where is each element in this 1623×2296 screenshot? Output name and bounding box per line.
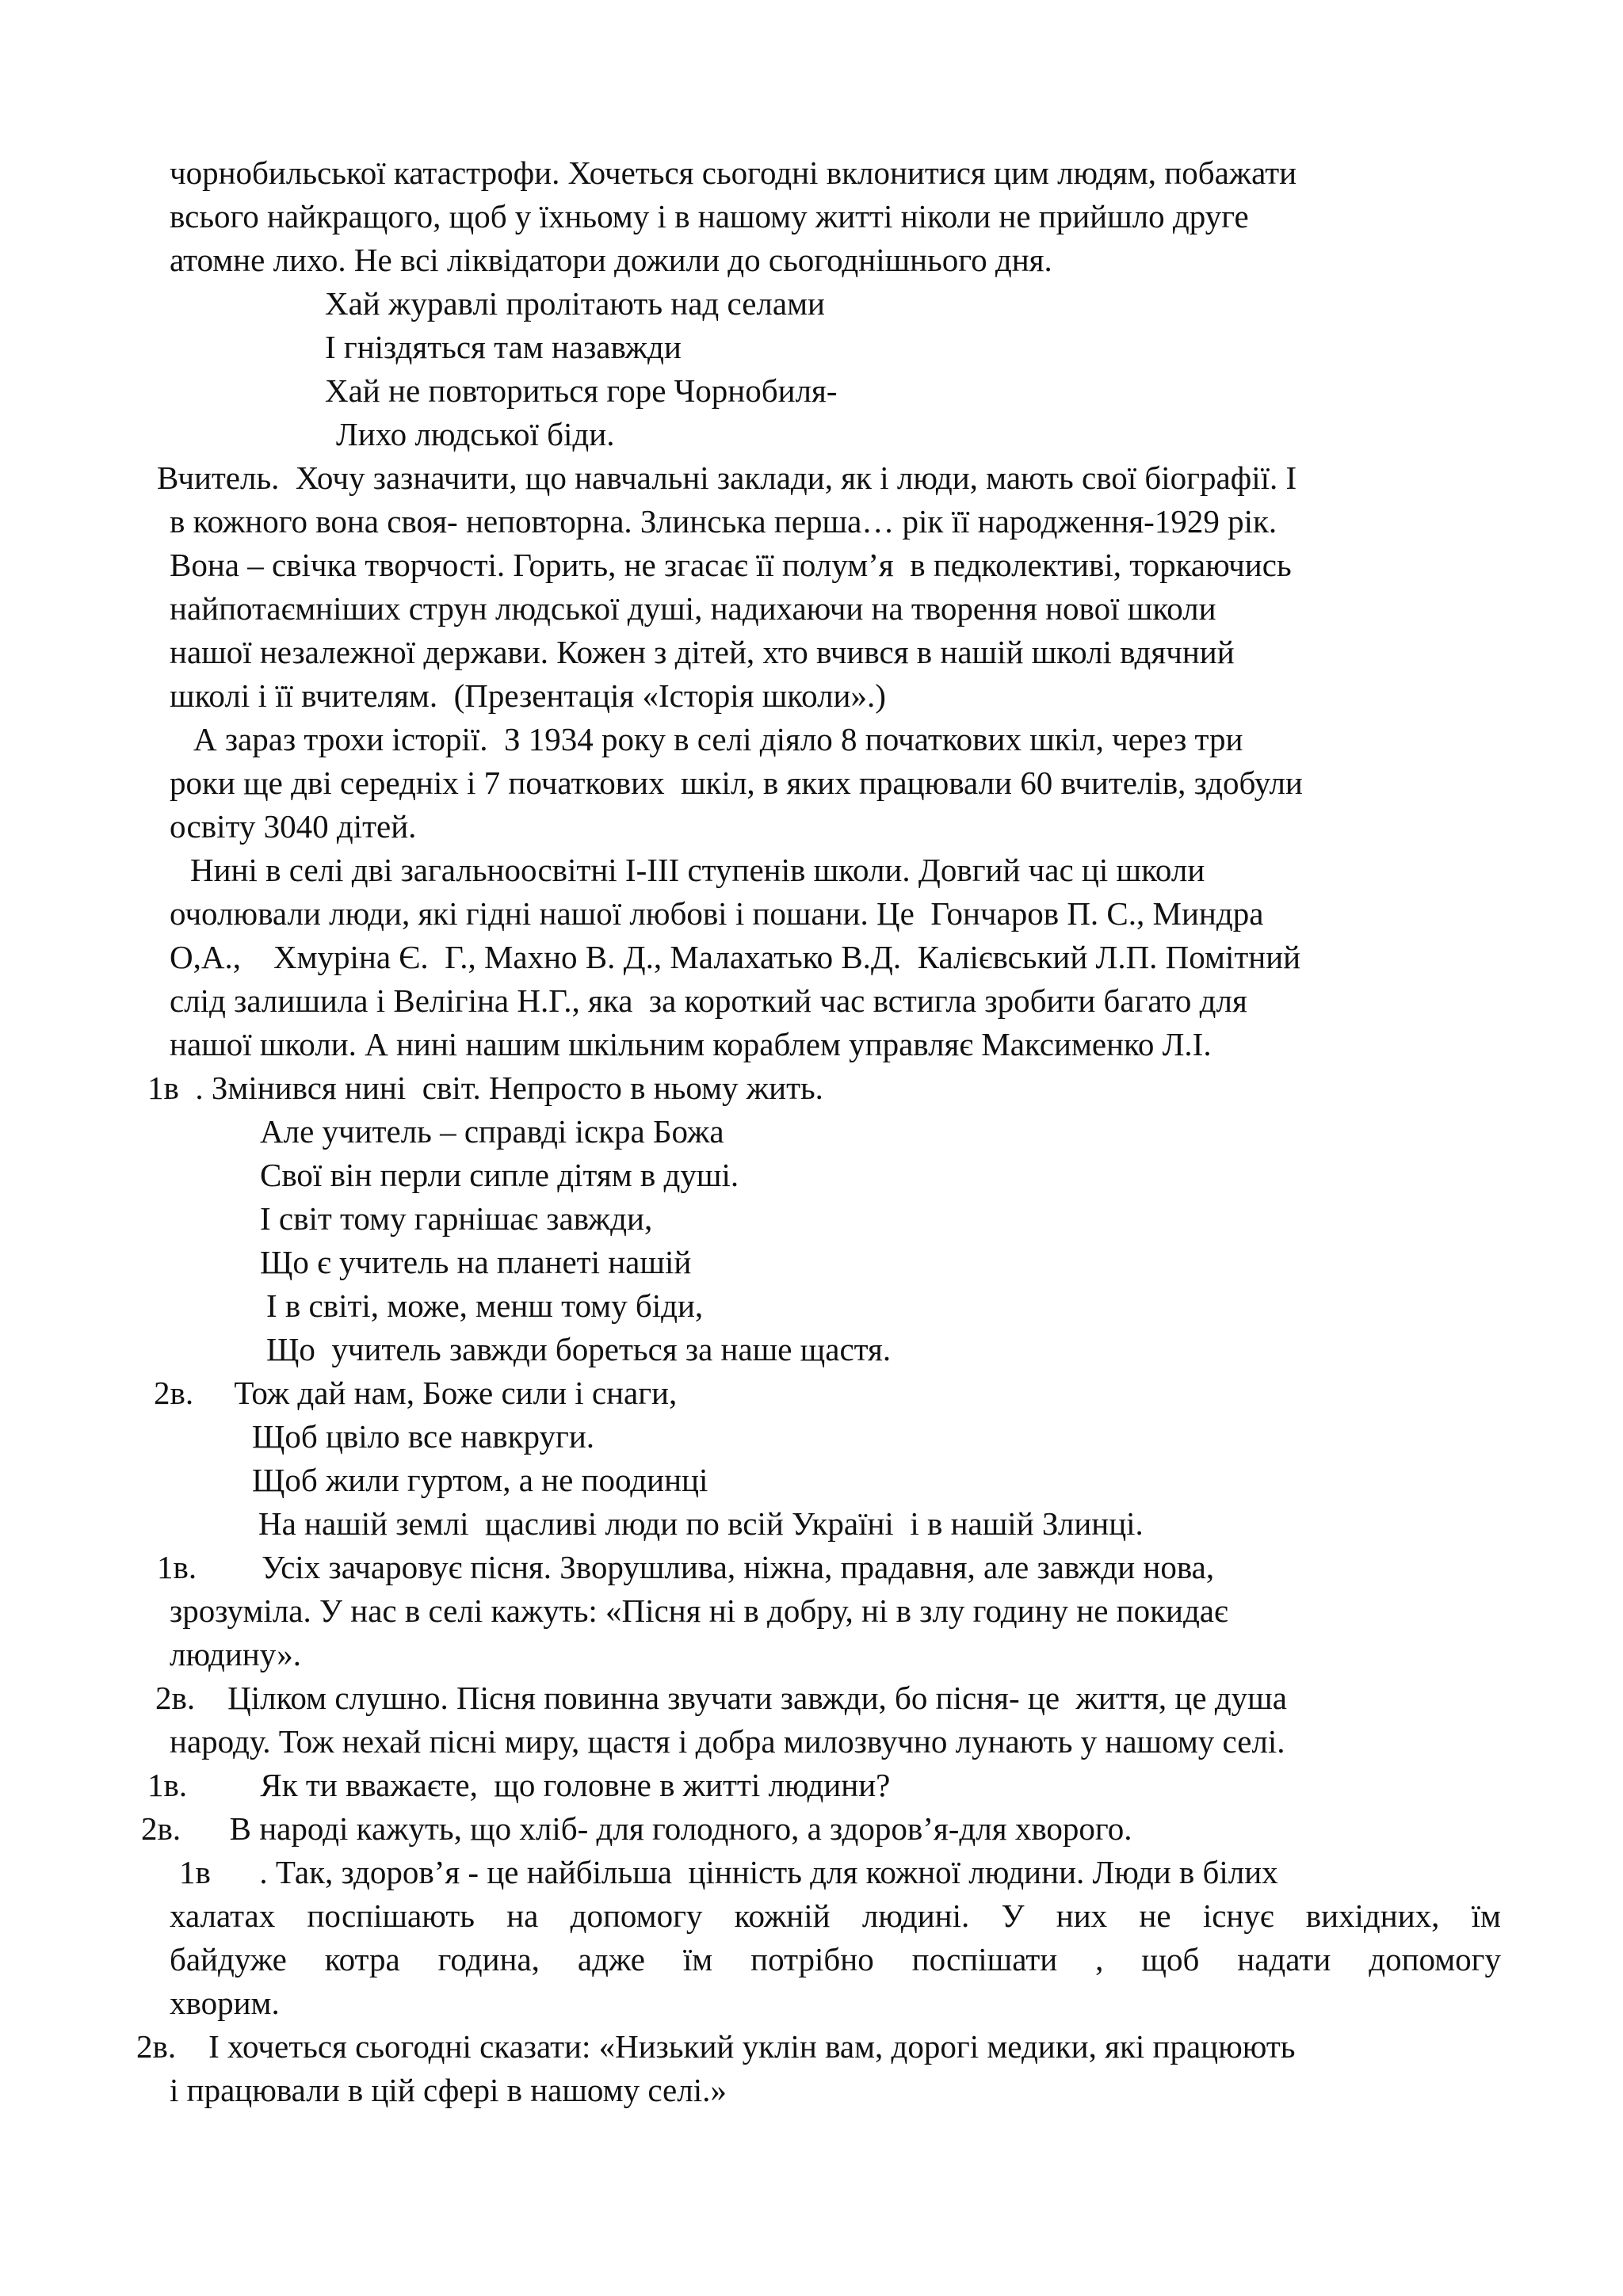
poem-line: Щоб цвіло все навкруги.: [252, 1418, 595, 1455]
speaker-line: 1в . Змінився нині світ. Непросто в ньому жить.: [147, 1070, 823, 1106]
speaker-line: 2в. Цілком слушно. Пісня повинна звучати завжди, бо пісня- це життя, це душа: [155, 1680, 1287, 1716]
speaker-line: 1в . Так, здоров’я - це найбільша цінність для кожної людини. Люди в білих: [179, 1854, 1278, 1890]
text-line: хворим.: [170, 1985, 280, 2021]
speaker-line: 1в. Усіх зачаровує пісня. Зворушлива, ніжна, прадавня, але завжди нова,: [157, 1549, 1215, 1585]
speaker-line: 2в. В народі кажуть, що хліб- для голодного, а здоров’я-для хворого.: [141, 1810, 1132, 1847]
text-line: Вчитель. Хочу зазначити, що навчальні заклади, як і люди, мають свої біографії. І: [157, 460, 1297, 496]
poem-line: І світ тому гарнішає завжди,: [260, 1200, 653, 1237]
text-line: О,А., Хмуріна Є. Г., Махно В. Д., Малахатько В.Д. Калієвський Л.П. Помітний: [170, 939, 1301, 975]
speaker-line: 1в. Як ти вважаєте, що головне в житті людини?: [147, 1767, 891, 1803]
text-line: очолювали люди, які гідні нашої любові і пошани. Це Гончаров П. С., Миндра: [170, 895, 1264, 932]
poem-line: Щоб жили гуртом, а не поодинці: [252, 1462, 708, 1498]
text-line: роки ще дві середніх і 7 початкових шкіл, в яких працювали 60 вчителів, здобули: [170, 765, 1303, 801]
text-line: чорнобильської катастрофи. Хочеться сьогодні вклонитися цим людям, побажати: [170, 154, 1297, 191]
text-line: А зараз трохи історії. З 1934 року в селі діяло 8 початкових шкіл, через три: [193, 721, 1243, 757]
text-line: нашої школи. А нині нашим шкільним кораблем управляє Максименко Л.І.: [170, 1026, 1212, 1062]
text-line: зрозуміла. У нас в селі кажуть: «Пісня ні в добру, ні в злу годину не покидає: [170, 1592, 1228, 1629]
text-line: байдуже котра година, адже їм потрібно поспішати , щоб надати допомогу: [170, 1941, 1501, 1978]
text-line: найпотаємніших струн людської душі, надихаючи на творення нової школи: [170, 590, 1216, 627]
speaker-line: 2в. Тож дай нам, Боже сили і снаги,: [154, 1375, 678, 1411]
poem-line: Лихо людської біди.: [336, 416, 615, 452]
poem-line: На нашій землі щасливі люди по всій Україні і в нашій Злинці.: [258, 1505, 1144, 1542]
text-line: слід залишила і Велігіна Н.Г., яка за короткий час встигла зробити багато для: [170, 982, 1247, 1019]
poem-line: І в світі, може, менш тому біди,: [266, 1287, 704, 1324]
text-line: всього найкращого, щоб у їхньому і в нашому житті ніколи не прийшло друге: [170, 198, 1249, 235]
text-line: народу. Тож нехай пісні миру, щастя і добра милозвучно лунають у нашому селі.: [170, 1723, 1285, 1760]
text-line: людину».: [170, 1636, 302, 1672]
text-line: нашої незалежної держави. Кожен з дітей, хто вчився в нашій школі вдячний: [170, 634, 1235, 670]
poem-line: Хай не повториться горе Чорнобиля-: [325, 372, 838, 409]
poem-line: І гніздяться там назавжди: [325, 329, 682, 365]
text-line: і працювали в цій сфері в нашому селі.»: [170, 2072, 727, 2108]
speaker-line: 2в. І хочеться сьогодні сказати: «Низький уклін вам, дорогі медики, які працюють: [136, 2028, 1296, 2065]
text-line: атомне лихо. Не всі ліквідатори дожили до сьогоднішнього дня.: [170, 242, 1052, 278]
poem-line: Свої він перли сипле дітям в душі.: [260, 1157, 739, 1193]
text-line: в кожного вона своя- неповторна. Злинська перша… рік її народження-1929 рік.: [170, 503, 1277, 540]
text-line: освіту 3040 дітей.: [170, 808, 417, 845]
text-line: школі і її вчителям. (Презентація «Історія школи».): [170, 677, 886, 714]
poem-line: Що учитель завжди бореться за наше щастя.: [266, 1331, 892, 1367]
poem-line: Що є учитель на планеті нашій: [260, 1244, 692, 1280]
text-line: Нині в селі дві загальноосвітні І-ІІІ ступенів школи. Довгий час ці школи: [190, 852, 1205, 888]
text-line: халатах поспішають на допомогу кожній людині. У них не існує вихідних, їм: [170, 1897, 1501, 1934]
poem-line: Але учитель – справді іскра Божа: [260, 1113, 724, 1150]
text-line: Вона – свічка творчості. Горить, не згасає її полум’я в педколективі, торкаючись: [170, 547, 1292, 583]
poem-line: Хай журавлі пролітають над селами: [325, 285, 825, 322]
